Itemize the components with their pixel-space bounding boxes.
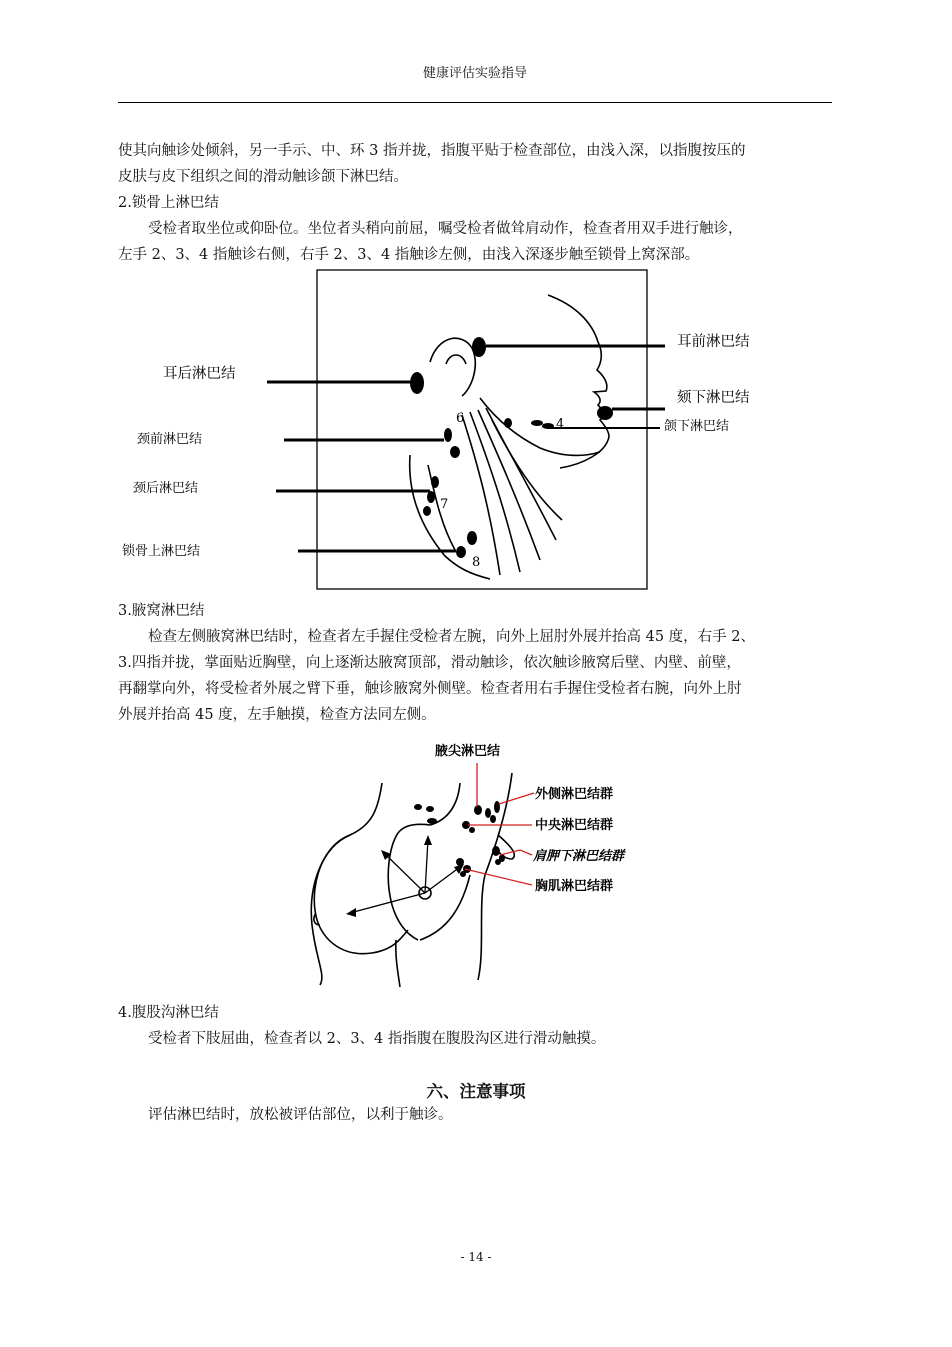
section-6-title: 六、注意事项 [426, 1082, 526, 1101]
head-outline [410, 295, 609, 579]
number-4: 4 [556, 417, 565, 432]
palpation-arrows [350, 839, 460, 913]
node-supraclavicular-1 [467, 531, 477, 545]
node-lateral-2 [485, 808, 491, 818]
section-2-line-1: 受检者取坐位或仰卧位。坐位者头稍向前屈，嘱受检者做耸肩动作，检查者用双手进行触诊， [148, 221, 743, 237]
section-4 [118, 1000, 840, 1052]
node-preauricular [472, 337, 486, 357]
node-anterior-cervical-2 [450, 446, 460, 458]
section-3-line-1: 检查左侧腋窝淋巴结时，检查者左手握住受检者左腕，向外上屈肘外展并抬高 45 度，右手 2、 [148, 629, 755, 645]
node-posterior-cervical-3 [423, 506, 431, 516]
section-3-line-2: 3.四指并拢，掌面贴近胸壁，向上逐渐达腋窝顶部，滑动触诊，依次触诊腋窝后壁、内壁、前壁， [118, 655, 741, 671]
node-posterior-cervical-2 [427, 491, 435, 503]
node-subscapular-3 [495, 859, 501, 865]
section-2-line-2: 左手 2、3、4 指触诊右侧，右手 2、3、4 指触诊左侧，由浅入深逐步触至锁骨上窝深部。 [118, 247, 700, 263]
node-lateral-3 [494, 801, 500, 813]
number-6: 6 [456, 411, 465, 426]
node-apical-2 [426, 806, 434, 812]
label-anterior-cervical: 颈前淋巴结 [137, 432, 203, 447]
node-postauricular [410, 372, 424, 394]
axillary-lymph-figure [0, 735, 952, 995]
number-7: 7 [440, 497, 449, 512]
node-anterior-cervical-1 [444, 428, 452, 442]
node-pectoral-3 [460, 871, 466, 877]
section-3-title: 3.腋窝淋巴结 [118, 603, 205, 619]
number-8: 8 [472, 555, 481, 570]
section-6-line-1: 评估淋巴结时，放松被评估部位，以利于触诊。 [148, 1107, 453, 1123]
node-posterior-cervical-1 [431, 476, 439, 488]
section-2-title: 2.锁骨上淋巴结 [118, 195, 219, 211]
section-3-line-3: 再翻掌向外，将受检者外展之臂下垂，触诊腋窝外侧壁。检查者用右手握住受检者右腕，向外上肘 [118, 681, 742, 697]
label-preauricular: 耳前淋巴结 [677, 334, 750, 350]
node-apical-3 [427, 818, 437, 824]
label-submental: 颏下淋巴结 [677, 390, 750, 406]
intro-line-2: 皮肤与皮下组织之间的滑动触诊颌下淋巴结。 [118, 169, 408, 185]
node-submental [597, 406, 613, 420]
section-3-line-4: 外展并抬高 45 度，左手触摸，检查方法同左侧。 [118, 707, 436, 723]
node-central-2 [469, 827, 475, 833]
label-subscapular: 肩胛下淋巴结群 [533, 849, 625, 864]
section-4-title: 4.腹股沟淋巴结 [118, 1005, 219, 1021]
figure-frame [317, 270, 647, 589]
node-subscapular-1 [492, 846, 500, 856]
node-supraclavicular-2 [456, 546, 466, 558]
label-submandibular: 颌下淋巴结 [664, 419, 730, 434]
arrow-heads [346, 835, 464, 917]
leader-lines [267, 346, 665, 551]
node-lateral-4 [490, 815, 496, 823]
label-lateral: 外侧淋巴结群 [535, 787, 614, 802]
node-apical-1 [414, 804, 422, 810]
intro-line-1: 使其向触诊处倾斜，另一手示、中、环 3 指并拢，指腹平贴于检查部位，由浅入深，以指腹按压的 [118, 143, 746, 159]
page-header: 健康评估实验指导 [422, 66, 527, 81]
node-submandibular-1 [504, 418, 512, 428]
section-3 [118, 598, 840, 728]
section-6 [118, 1102, 840, 1128]
label-supraclavicular: 锁骨上淋巴结 [122, 544, 201, 559]
head-neck-lymph-figure [0, 260, 952, 600]
red-leader-lines [465, 763, 534, 885]
label-postauricular: 耳后淋巴结 [163, 366, 236, 382]
section-2 [118, 190, 840, 268]
torso-outline [311, 773, 514, 987]
section-4-line-1: 受检者下肢屈曲，检查者以 2、3、4 指指腹在腹股沟区进行滑动触摸。 [148, 1031, 606, 1047]
label-posterior-cervical: 颈后淋巴结 [133, 481, 199, 496]
neck-nodes [410, 337, 613, 558]
page-number: - 14 - [460, 1250, 492, 1264]
node-submandibular-2 [531, 420, 543, 426]
node-pectoral-1 [456, 858, 464, 866]
header-rule [118, 102, 832, 103]
label-pectoral: 胸肌淋巴结群 [535, 879, 614, 894]
label-apical: 腋尖淋巴结 [435, 744, 501, 759]
intro-paragraph [118, 138, 840, 190]
label-central: 中央淋巴结群 [535, 818, 614, 833]
node-lateral-1 [474, 805, 482, 815]
